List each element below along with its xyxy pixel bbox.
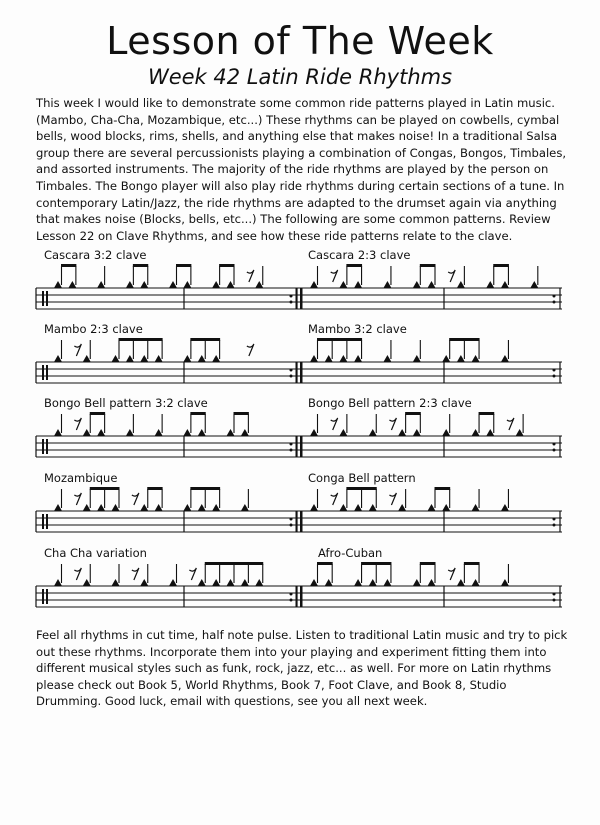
double-barline bbox=[300, 288, 303, 309]
note-head bbox=[325, 579, 333, 586]
percussion-clef bbox=[46, 365, 48, 380]
staff-row-4 bbox=[34, 471, 564, 541]
eighth-rest bbox=[389, 418, 396, 430]
note-head bbox=[97, 281, 105, 288]
percussion-clef bbox=[42, 589, 44, 604]
note-head bbox=[212, 504, 220, 511]
percussion-clef bbox=[42, 514, 44, 529]
note-head bbox=[339, 355, 347, 362]
eighth-rest bbox=[331, 418, 338, 430]
eighth-rest bbox=[507, 418, 514, 430]
note-head bbox=[457, 355, 465, 362]
note-head bbox=[155, 355, 163, 362]
repeat-dot bbox=[290, 443, 293, 446]
note-head bbox=[472, 579, 480, 586]
note-beam bbox=[190, 487, 205, 490]
note-beam bbox=[346, 338, 362, 341]
note-head bbox=[516, 429, 524, 436]
note-beam bbox=[479, 412, 495, 415]
note-beam bbox=[205, 338, 220, 341]
double-barline bbox=[300, 436, 303, 457]
note-head bbox=[472, 429, 480, 436]
note-head bbox=[97, 504, 105, 511]
example-label: Cascara 3:2 clave bbox=[44, 248, 147, 262]
example-label: Mambo 2:3 clave bbox=[44, 322, 143, 336]
eighth-rest bbox=[74, 493, 81, 505]
eighth-rest bbox=[132, 493, 139, 505]
eighth-rest bbox=[448, 270, 455, 282]
note-head bbox=[339, 429, 347, 436]
percussion-clef bbox=[42, 291, 44, 306]
eighth-rest bbox=[331, 270, 338, 282]
note-beam bbox=[147, 487, 162, 490]
note-beam bbox=[464, 562, 480, 565]
note-head bbox=[198, 579, 206, 586]
note-head bbox=[83, 355, 91, 362]
note-beam bbox=[219, 264, 234, 267]
note-head bbox=[140, 579, 148, 586]
note-head bbox=[140, 355, 148, 362]
note-head bbox=[169, 281, 177, 288]
note-head bbox=[54, 355, 62, 362]
note-head bbox=[212, 355, 220, 362]
eighth-rest bbox=[389, 493, 396, 505]
note-head bbox=[54, 429, 62, 436]
note-beam bbox=[361, 487, 377, 490]
note-head bbox=[413, 355, 421, 362]
note-beam bbox=[449, 338, 465, 341]
staff-row-5 bbox=[34, 546, 564, 616]
repeat-dot bbox=[290, 599, 293, 602]
note-head bbox=[155, 429, 163, 436]
note-beam bbox=[104, 487, 119, 490]
note-head bbox=[54, 579, 62, 586]
note-head bbox=[97, 429, 105, 436]
note-head bbox=[140, 281, 148, 288]
note-beam bbox=[147, 338, 162, 341]
note-head bbox=[198, 429, 206, 436]
note-beam bbox=[219, 562, 234, 565]
notation-staff bbox=[34, 336, 564, 392]
note-head bbox=[413, 579, 421, 586]
note-head bbox=[369, 429, 377, 436]
note-head bbox=[428, 504, 436, 511]
note-beam bbox=[61, 264, 76, 267]
repeat-dot bbox=[553, 449, 556, 452]
note-head bbox=[126, 355, 134, 362]
repeat-dot bbox=[290, 518, 293, 521]
note-head bbox=[241, 504, 249, 511]
eighth-rest bbox=[247, 270, 254, 282]
eighth-rest bbox=[247, 344, 254, 356]
eighth-rest bbox=[132, 568, 139, 580]
example-label: Afro-Cuban bbox=[318, 546, 383, 560]
note-beam bbox=[361, 562, 377, 565]
note-beam bbox=[332, 338, 348, 341]
note-head bbox=[212, 281, 220, 288]
note-beam bbox=[90, 487, 105, 490]
page-subtitle: Week 42 Latin Ride Rhythms bbox=[147, 65, 453, 89]
note-head bbox=[457, 579, 465, 586]
percussion-clef bbox=[46, 514, 48, 529]
note-beam bbox=[435, 487, 451, 490]
note-head bbox=[112, 579, 120, 586]
example-label: Cascara 2:3 clave bbox=[308, 248, 411, 262]
note-beam bbox=[205, 487, 220, 490]
notation-staff bbox=[34, 262, 564, 318]
repeat-dot bbox=[290, 524, 293, 527]
note-beam bbox=[133, 338, 148, 341]
repeat-dot bbox=[553, 301, 556, 304]
eighth-rest bbox=[74, 344, 81, 356]
note-head bbox=[354, 504, 362, 511]
note-head bbox=[83, 579, 91, 586]
repeat-dot bbox=[290, 593, 293, 596]
note-head bbox=[383, 355, 391, 362]
note-head bbox=[398, 429, 406, 436]
percussion-clef bbox=[42, 365, 44, 380]
note-head bbox=[428, 579, 436, 586]
repeat-dot bbox=[553, 375, 556, 378]
note-beam bbox=[317, 338, 333, 341]
note-head bbox=[241, 429, 249, 436]
repeat-dot bbox=[290, 301, 293, 304]
note-head bbox=[112, 355, 120, 362]
percussion-clef bbox=[42, 439, 44, 454]
notation-staff bbox=[34, 410, 564, 466]
note-beam bbox=[376, 562, 392, 565]
note-head bbox=[442, 504, 450, 511]
note-beam bbox=[119, 338, 134, 341]
percussion-clef bbox=[46, 439, 48, 454]
eighth-rest bbox=[74, 568, 81, 580]
note-beam bbox=[317, 562, 333, 565]
note-head bbox=[354, 355, 362, 362]
example-label: Bongo Bell pattern 3:2 clave bbox=[44, 396, 208, 410]
repeat-dot bbox=[553, 524, 556, 527]
note-head bbox=[325, 355, 333, 362]
note-head bbox=[255, 281, 263, 288]
note-head bbox=[472, 355, 480, 362]
note-head bbox=[457, 281, 465, 288]
note-head bbox=[227, 579, 235, 586]
note-head bbox=[126, 429, 134, 436]
note-beam bbox=[234, 412, 249, 415]
note-beam bbox=[234, 562, 249, 565]
note-beam bbox=[346, 487, 362, 490]
note-head bbox=[54, 504, 62, 511]
eighth-rest bbox=[74, 418, 81, 430]
note-head bbox=[183, 504, 191, 511]
note-head bbox=[54, 281, 62, 288]
note-head bbox=[369, 579, 377, 586]
closing-paragraph: Feel all rhythms in cut time, half note pulse. Listen to traditional Latin music and try to pick out these rhythms. Incorporate them into your playing and experiment fitting them into different musical styles such as funk, rock, jazz, etc... as well. For more on Latin rhythms please check out Book 5, World Rhythms, Book 7, Foot Clave, and Book 8, Studio Drumming. Good luck, email with questions, see you all next week. bbox=[36, 628, 568, 709]
note-head bbox=[501, 579, 509, 586]
note-beam bbox=[190, 412, 205, 415]
note-head bbox=[227, 429, 235, 436]
note-head bbox=[241, 579, 249, 586]
example-label: Bongo Bell pattern 2:3 clave bbox=[308, 396, 472, 410]
note-head bbox=[501, 281, 509, 288]
staff-row-3 bbox=[34, 396, 564, 466]
double-barline bbox=[300, 511, 303, 532]
note-head bbox=[227, 281, 235, 288]
note-head bbox=[442, 355, 450, 362]
repeat-dot bbox=[553, 369, 556, 372]
note-head bbox=[310, 504, 318, 511]
note-beam bbox=[405, 412, 421, 415]
double-barline bbox=[300, 586, 303, 607]
note-head bbox=[472, 504, 480, 511]
note-beam bbox=[248, 562, 263, 565]
note-head bbox=[413, 429, 421, 436]
note-head bbox=[383, 281, 391, 288]
note-head bbox=[310, 355, 318, 362]
eighth-rest bbox=[189, 568, 196, 580]
note-head bbox=[383, 579, 391, 586]
repeat-dot bbox=[553, 593, 556, 596]
note-head bbox=[398, 504, 406, 511]
note-head bbox=[169, 579, 177, 586]
note-head bbox=[354, 579, 362, 586]
note-head bbox=[198, 504, 206, 511]
note-head bbox=[339, 281, 347, 288]
staff-row-2 bbox=[34, 322, 564, 392]
staff-row-1 bbox=[34, 248, 564, 318]
note-beam bbox=[90, 412, 105, 415]
double-barline bbox=[300, 362, 303, 383]
note-beam bbox=[346, 264, 362, 267]
percussion-clef bbox=[46, 589, 48, 604]
note-beam bbox=[205, 562, 220, 565]
note-head bbox=[310, 429, 318, 436]
notation-staff bbox=[34, 560, 564, 616]
note-beam bbox=[493, 264, 509, 267]
note-head bbox=[212, 579, 220, 586]
example-label: Mambo 3:2 clave bbox=[308, 322, 407, 336]
example-label: Mozambique bbox=[44, 471, 118, 485]
note-beam bbox=[464, 338, 480, 341]
note-beam bbox=[190, 338, 205, 341]
note-beam bbox=[176, 264, 191, 267]
note-beam bbox=[420, 264, 436, 267]
note-head bbox=[83, 504, 91, 511]
note-beam bbox=[420, 562, 436, 565]
eighth-rest bbox=[331, 493, 338, 505]
note-head bbox=[428, 281, 436, 288]
note-beam bbox=[133, 264, 148, 267]
intro-paragraph: This week I would like to demonstrate some common ride patterns played in Latin music. (Mambo, Cha-Cha, Mozambique, etc...) These rhythms can be played on cowbells, cymbal bells, wood blocks, rims, shells, and anything else that makes noise! In a traditional Salsa group there are several percussionists playing a combination of Congas, Bongos, Timbales, and assorted instruments. The majority of the ride rhythms are played by the person on Timbales. The Bongo player will also play ride rhythms during certain sections of a tune. In contemporary Latin/Jazz, the ride rhythms are adapted to the drumset again via anything that makes noise (Blocks, bells, etc...) The following are some common patterns. Review Lesson 22 on Clave Rhythms, and see how these ride patterns relate to the clave. bbox=[36, 96, 567, 243]
note-head bbox=[501, 504, 509, 511]
example-label: Cha Cha variation bbox=[44, 546, 147, 560]
note-head bbox=[501, 355, 509, 362]
repeat-dot bbox=[553, 518, 556, 521]
eighth-rest bbox=[448, 568, 455, 580]
note-head bbox=[413, 281, 421, 288]
note-head bbox=[255, 579, 263, 586]
repeat-dot bbox=[290, 449, 293, 452]
note-head bbox=[486, 429, 494, 436]
note-head bbox=[530, 281, 538, 288]
note-head bbox=[155, 504, 163, 511]
note-head bbox=[310, 579, 318, 586]
repeat-dot bbox=[553, 599, 556, 602]
note-head bbox=[126, 281, 134, 288]
example-label: Conga Bell pattern bbox=[308, 471, 416, 485]
page-title: Lesson of The Week bbox=[106, 19, 494, 63]
repeat-dot bbox=[553, 443, 556, 446]
note-head bbox=[198, 355, 206, 362]
note-head bbox=[354, 281, 362, 288]
note-head bbox=[442, 429, 450, 436]
repeat-dot bbox=[290, 369, 293, 372]
note-head bbox=[112, 504, 120, 511]
note-head bbox=[339, 504, 347, 511]
repeat-dot bbox=[290, 295, 293, 298]
note-head bbox=[310, 281, 318, 288]
notation-staff bbox=[34, 485, 564, 541]
note-head bbox=[369, 504, 377, 511]
note-head bbox=[140, 504, 148, 511]
repeat-dot bbox=[290, 375, 293, 378]
note-head bbox=[486, 281, 494, 288]
percussion-clef bbox=[46, 291, 48, 306]
note-head bbox=[83, 429, 91, 436]
note-head bbox=[68, 281, 76, 288]
note-head bbox=[183, 281, 191, 288]
note-head bbox=[183, 429, 191, 436]
note-head bbox=[183, 355, 191, 362]
repeat-dot bbox=[553, 295, 556, 298]
